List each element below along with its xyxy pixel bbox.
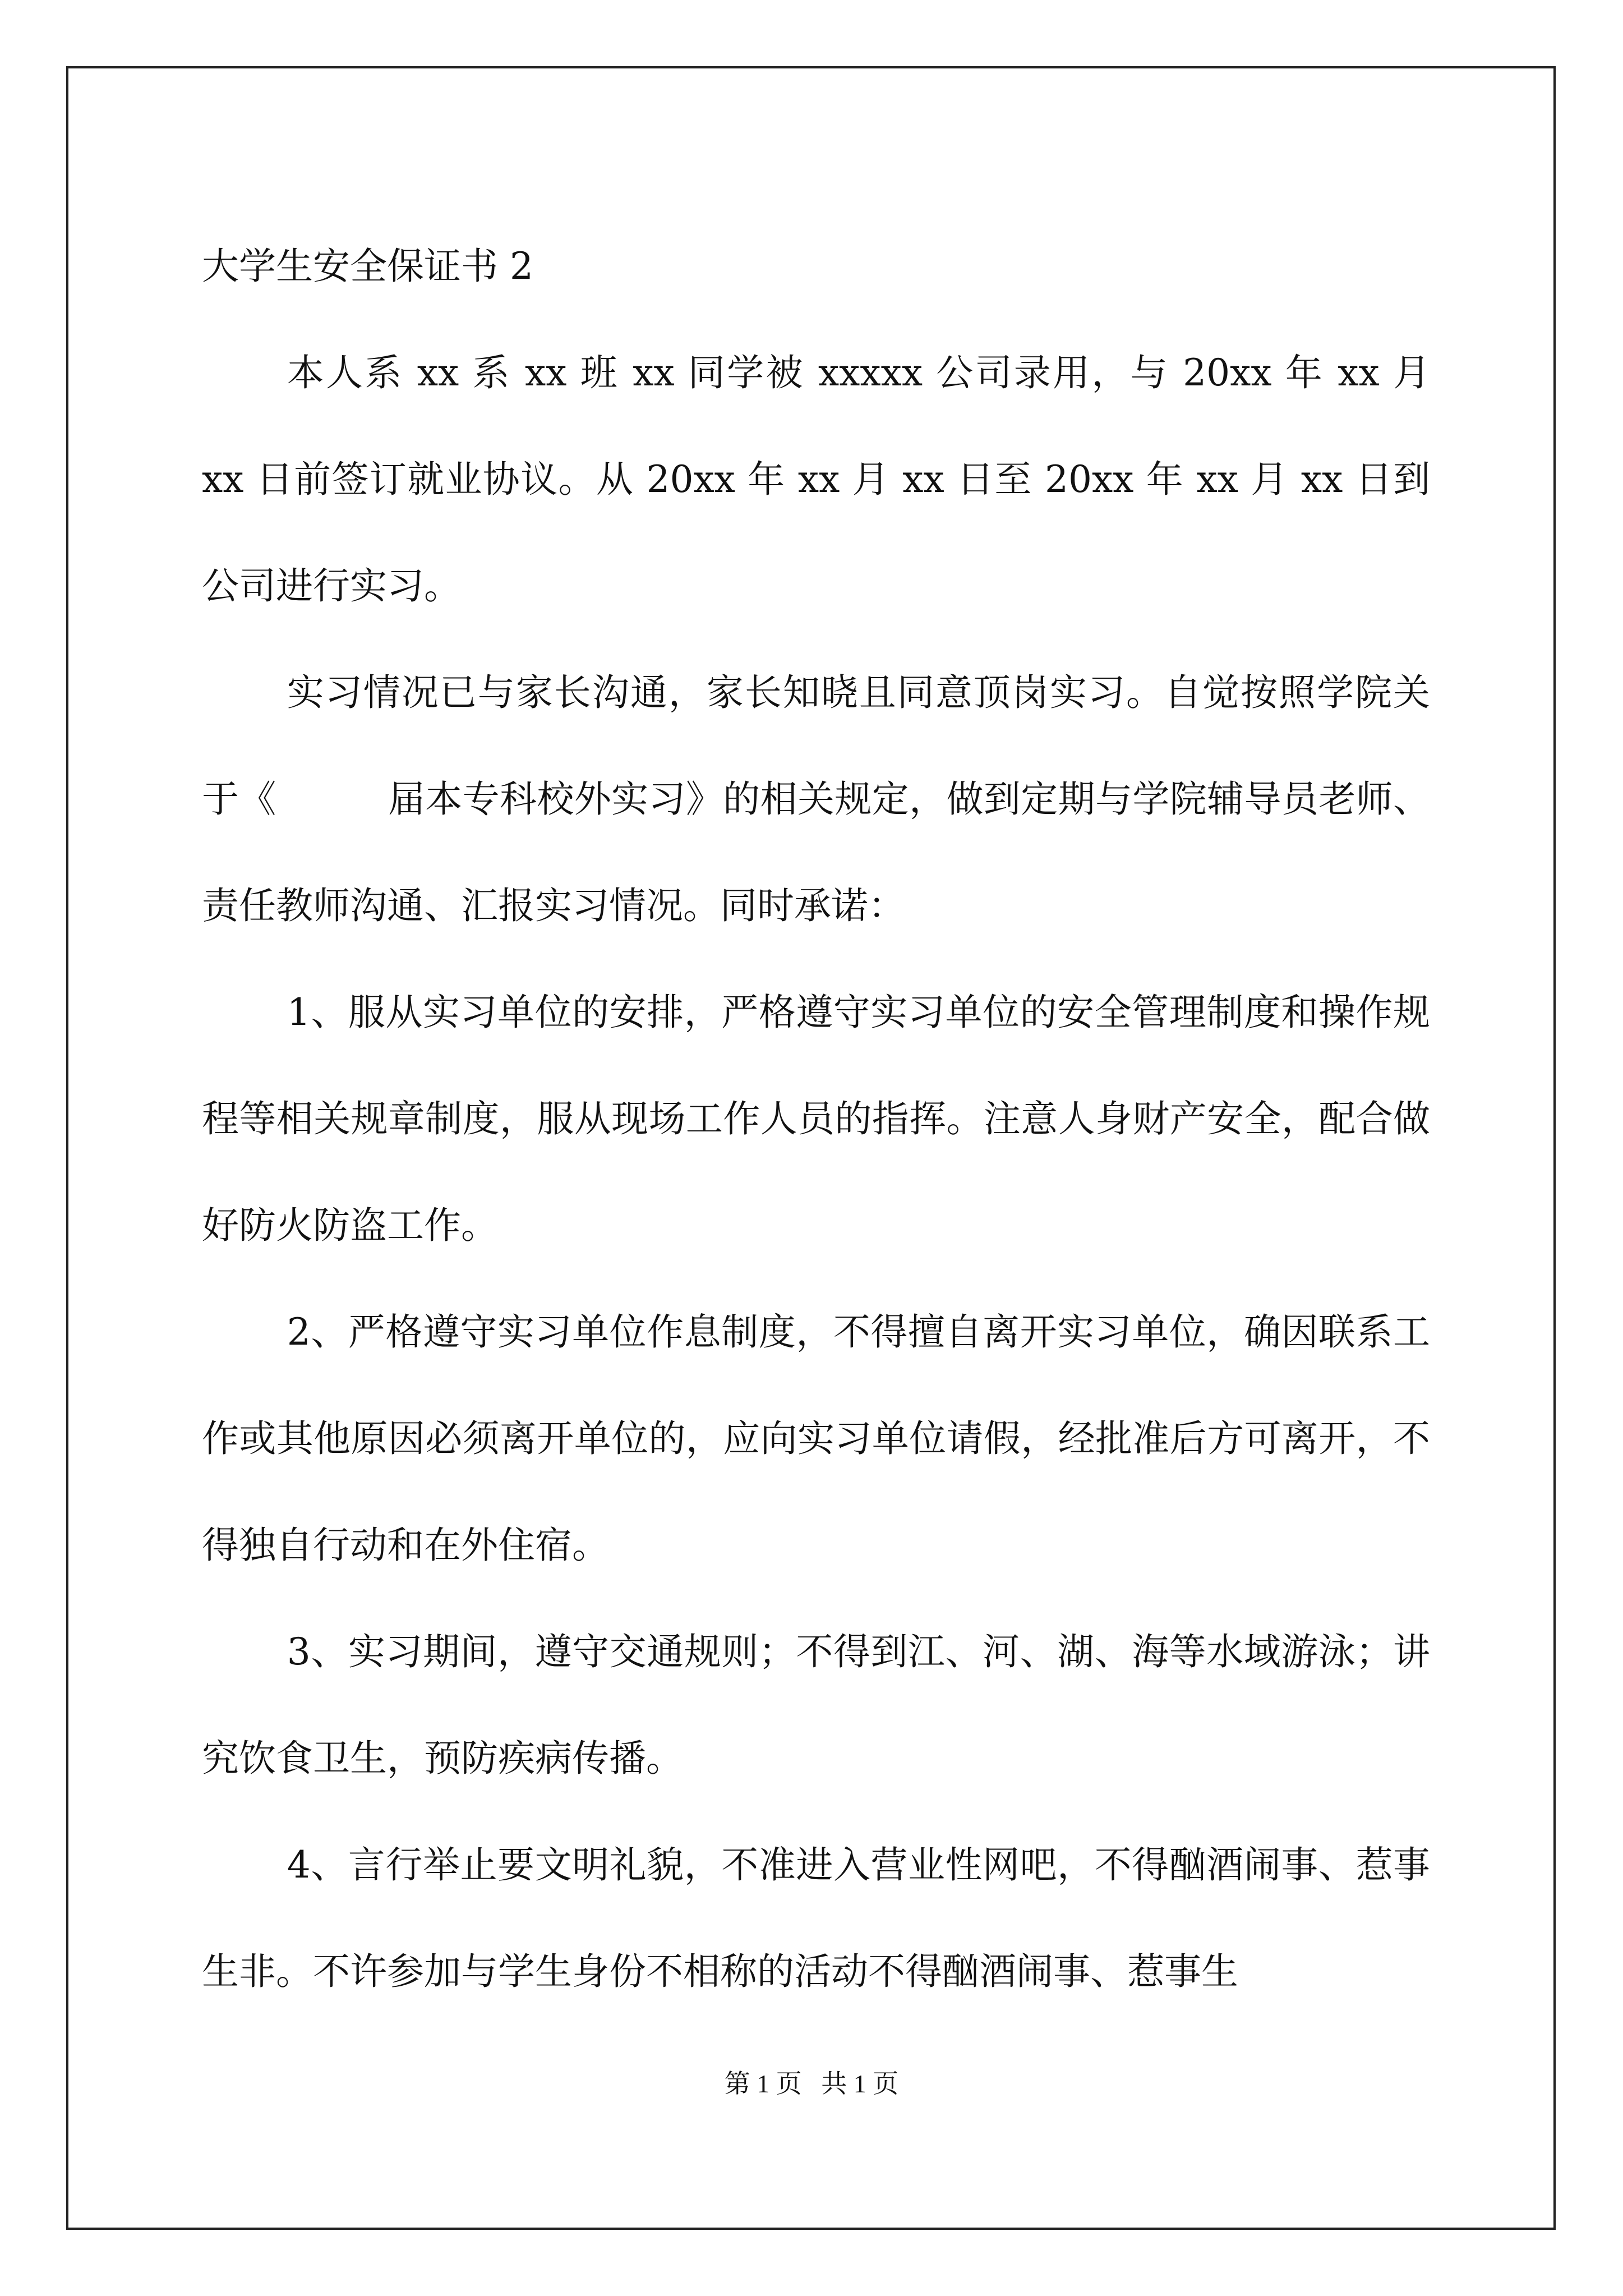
document-body: [202, 213, 1430, 2025]
paragraph-intro: 本人系 xx 系 xx 班 xx 同学被 xxxxx 公司录用，与 20xx 年 xx 月 xx 日前签订就业协议。从 20xx 年 xx 月 xx 日至 20xx 年 xx 月 xx 日到公司进行实习。: [202, 351, 1430, 608]
page-footer: 第 1 页 共 1 页: [724, 2069, 899, 2098]
document-title: 大学生安全保证书 2: [202, 245, 533, 288]
paragraph-item-1: 1、服从实习单位的安排，严格遵守实习单位的安全管理制度和操作规程等相关规章制度，服从现场工作人员的指挥。注意人身财产安全，配合做好防火防盗工作。: [202, 991, 1430, 1247]
paragraph-item-4: 4、言行举止要文明礼貌，不准进入营业性网吧，不得酗酒闹事、惹事生非。不许参加与学生身份不相称的活动不得酗酒闹事、惹事生: [202, 1843, 1430, 1993]
paragraph-item-2: 2、严格遵守实习单位作息制度，不得擅自离开实习单位，确因联系工作或其他原因必须离开单位的，应向实习单位请假，经批准后方可离开，不得独自行动和在外住宿。: [202, 1310, 1430, 1567]
paragraph-parent-consent: 实习情况已与家长沟通，家长知晓且同意顶岗实习。自觉按照学院关于《 届本专科校外实习》的相关规定，做到定期与学院辅导员老师、责任教师沟通、汇报实习情况。同时承诺：: [202, 671, 1430, 927]
paragraph-item-3: 3、实习期间，遵守交通规则；不得到江、河、湖、海等水域游泳；讲究饮食卫生，预防疾病传播。: [202, 1630, 1430, 1780]
